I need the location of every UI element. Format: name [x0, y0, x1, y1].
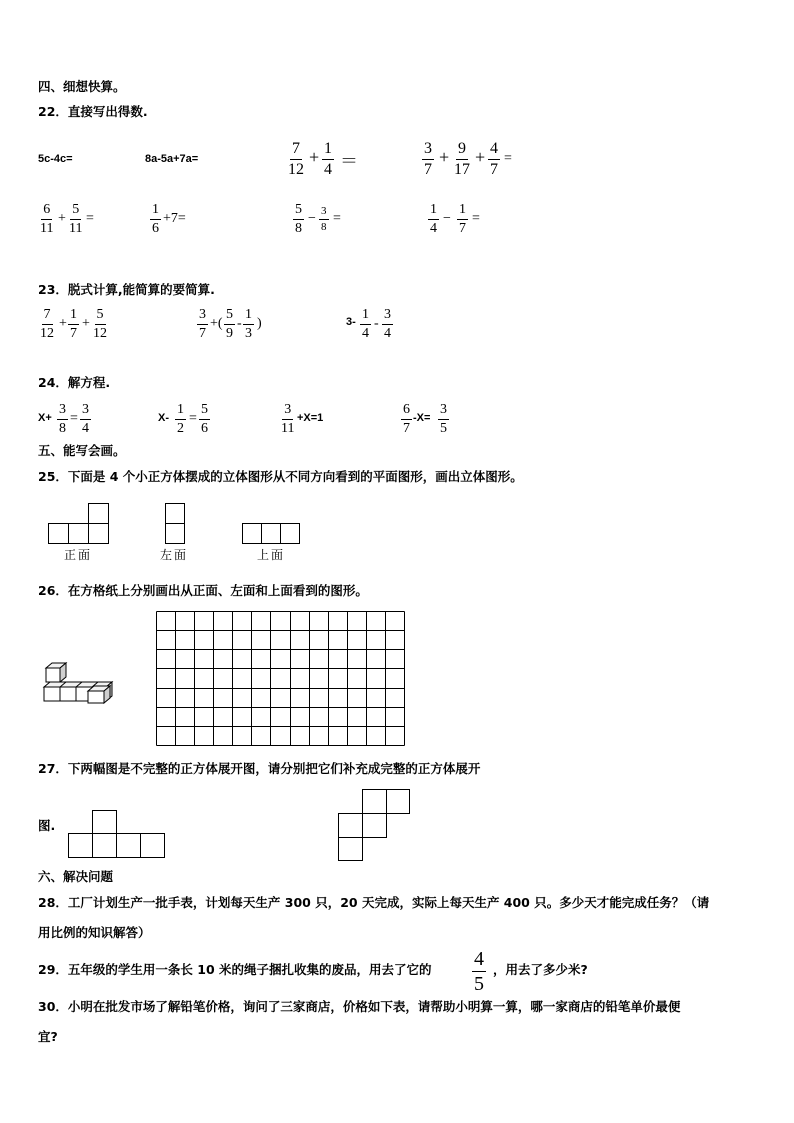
- q29-text-after: ，用去了多少米?: [493, 962, 588, 977]
- q25-front-cell: [88, 503, 109, 524]
- q23-e1-fraction-1: $\frac{7}{12}$: [40, 307, 54, 341]
- q25-top-cell: [280, 523, 300, 544]
- q24-e2-equals: =: [189, 411, 197, 426]
- q23-e1-op1: +: [59, 316, 67, 331]
- q23-e2-op2: -: [237, 316, 242, 331]
- q22-e6-fraction-1: $\frac{1}{6}$: [152, 202, 159, 236]
- q22-e8-op1: −: [443, 211, 451, 226]
- q27-net2-cell: [338, 813, 363, 838]
- q23-e1-fraction-2: $\frac{1}{7}$: [70, 307, 77, 341]
- q23-e3-op1: -: [374, 316, 379, 331]
- q22-e7-fraction-1: $\frac{5}{8}$: [295, 202, 302, 236]
- q23-e2-fraction-1: $\frac{3}{7}$: [199, 307, 206, 341]
- q23-e1-fraction-3: $\frac{5}{12}$: [93, 307, 107, 341]
- q28-line-2: 用比例的知识解答）: [38, 925, 151, 940]
- q29-fraction: $\frac{4}{5}$: [474, 948, 484, 995]
- q22-e4-fraction-3: $\frac{4}{7}$: [490, 140, 498, 178]
- q26-label: 26．在方格纸上分别画出从正面、左面和上面看到的图形。: [38, 583, 368, 598]
- q25-left-cell: [165, 523, 185, 544]
- q23-e3-lead: 3-: [346, 316, 356, 328]
- q25-caption-top: 上面: [257, 548, 286, 562]
- q27-label: 27．下两幅图是不完整的正方体展开图，请分别把它们补充成完整的正方体展开: [38, 761, 481, 776]
- section-5-title: 五、能写会画。: [38, 443, 126, 458]
- q22-label: 22．直接写出得数.: [38, 104, 148, 119]
- q24-e2-fraction-1: $\frac{1}{2}$: [177, 402, 184, 436]
- q24-e1-fraction-1: $\frac{3}{8}$: [59, 402, 66, 436]
- q23-e2-close: ): [257, 316, 262, 331]
- q22-e5-fraction-2: $\frac{5}{11}$: [69, 202, 83, 236]
- q23-e3-fraction-2: $\frac{3}{4}$: [384, 307, 391, 341]
- q22-e5-op1: +: [58, 211, 66, 226]
- q23-e1-op2: +: [82, 316, 90, 331]
- q25-top-cell: [242, 523, 262, 544]
- q22-e8-fraction-2: $\frac{1}{7}$: [459, 202, 466, 236]
- section-4-title: 四、细想快算。: [38, 79, 126, 94]
- q22-expr-1: 5c-4c=: [38, 153, 73, 165]
- q24-e3-fraction-1: $\frac{3}{11}$: [281, 402, 295, 436]
- q23-label: 23．脱式计算,能简算的要简算.: [38, 282, 215, 297]
- q22-e4-equals: =: [504, 151, 512, 166]
- q28-line-1: 28．工厂计划生产一批手表，计划每天生产 300 只，20 天完成，实际上每天生产 400 只。多少天才能完成任务？（请: [38, 895, 710, 910]
- q25-top-cell: [261, 523, 281, 544]
- q27-net1-cell: [92, 833, 117, 858]
- q25-front-cell: [88, 523, 109, 544]
- q24-e2-lead: X-: [158, 412, 169, 424]
- q22-e8-fraction-1: $\frac{1}{4}$: [430, 202, 437, 236]
- q23-e2-op1: +(: [210, 316, 223, 331]
- q22-e5-equals: =: [86, 211, 94, 226]
- q24-e1-equals: =: [70, 411, 78, 426]
- q27-label-cont: 图.: [38, 818, 56, 833]
- q25-front-cell: [48, 523, 69, 544]
- q30-line-2: 宜?: [38, 1029, 58, 1044]
- q24-e4-fraction-2: $\frac{3}{5}$: [440, 402, 447, 436]
- q22-e3-equals: ＝: [340, 151, 358, 171]
- q22-e7-equals: =: [333, 211, 341, 226]
- q22-e6-tail: +7=: [163, 211, 186, 226]
- q22-e4-op2: +: [475, 147, 486, 167]
- q24-e1-fraction-2: $\frac{3}{4}$: [82, 402, 89, 436]
- q22-e7-fraction-2: $\frac{3}{8}$: [321, 205, 327, 233]
- q22-e3-fraction-2: $\frac{1}{4}$: [324, 140, 332, 178]
- q22-expr-2: 8a-5a+7a=: [145, 153, 199, 165]
- section-6-title: 六、解决问题: [38, 869, 114, 884]
- q22-e8-equals: =: [472, 211, 480, 226]
- q26-grid-paper: [156, 611, 405, 746]
- q24-e2-fraction-2: $\frac{5}{6}$: [201, 402, 208, 436]
- q22-e5-fraction-1: $\frac{6}{11}$: [40, 202, 54, 236]
- q22-e7-op1: −: [308, 211, 316, 226]
- q29-text-before: 29．五年级的学生用一条长 10 米的绳子捆扎收集的废品，用去了它的: [38, 962, 432, 977]
- q27-net1-cell: [140, 833, 165, 858]
- q22-e3-fraction-1: $\frac{7}{12}$: [288, 140, 304, 178]
- q22-e3-op1: +: [309, 147, 320, 167]
- q27-net2-cell: [362, 813, 387, 838]
- q25-caption-left: 左面: [160, 548, 189, 562]
- q22-e4-fraction-1: $\frac{3}{7}$: [424, 140, 432, 178]
- q27-net1-cell: [68, 833, 93, 858]
- q25-left-cell: [165, 503, 185, 524]
- q25-caption-front: 正面: [64, 548, 93, 562]
- q23-e3-fraction-1: $\frac{1}{4}$: [362, 307, 369, 341]
- q23-e2-fraction-2: $\frac{5}{9}$: [226, 307, 233, 341]
- q22-e4-op1: +: [439, 147, 450, 167]
- q27-net2-cell: [338, 837, 363, 861]
- q27-net2-cell: [386, 789, 410, 814]
- q24-label: 24．解方程.: [38, 375, 111, 390]
- q26-cube-figure: [40, 660, 120, 704]
- q27-net2-cell: [362, 789, 387, 814]
- q22-e4-fraction-2: $\frac{9}{17}$: [454, 140, 470, 178]
- q30-line-1: 30．小明在批发市场了解铅笔价格，询问了三家商店，价格如下表，请帮助小明算一算，哪一家商店的铅笔单价最便: [38, 999, 681, 1014]
- q24-e1-lead: X+: [38, 412, 52, 424]
- q24-e4-op: -X=: [413, 412, 431, 424]
- q27-net1-cell: [92, 810, 117, 834]
- q27-net1-cell: [116, 833, 141, 858]
- q24-e4-fraction-1: $\frac{6}{7}$: [403, 402, 410, 436]
- q24-e3-tail: +X=1: [297, 412, 324, 424]
- q25-front-cell: [68, 523, 89, 544]
- q23-e2-fraction-3: $\frac{1}{3}$: [245, 307, 252, 341]
- q25-label: 25．下面是 4 个小正方体摆成的立体图形从不同方向看到的平面图形，画出立体图形。: [38, 469, 523, 484]
